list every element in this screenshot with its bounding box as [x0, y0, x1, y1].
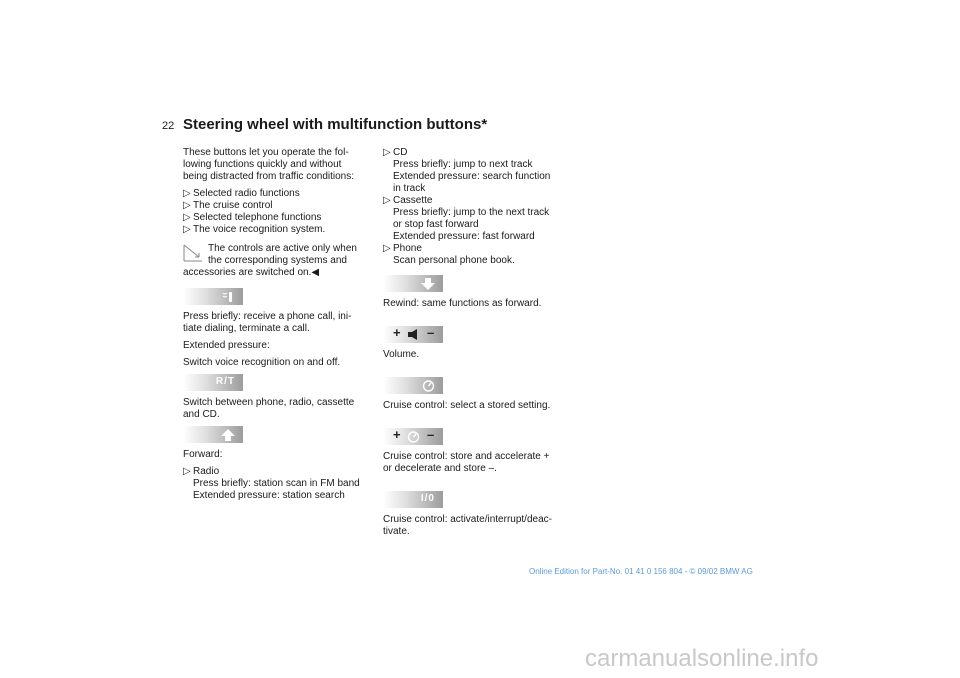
page-title: Steering wheel with multifunction buttons* [183, 116, 488, 133]
io-label: I/0 [420, 493, 435, 504]
list-item: ▷ Cassette [383, 195, 433, 206]
cruise-control-icon [422, 380, 435, 392]
page-number: 22 [162, 120, 175, 132]
left-column [183, 147, 378, 502]
footer-edition: Online Edition for Part-No. 01 41 0 156 804 - © 09/02 BMW AG [529, 567, 753, 576]
feature-list [183, 188, 378, 236]
note-arrow-icon [183, 244, 203, 262]
rt-label: R/T [215, 376, 235, 387]
rewind-desc: Rewind: same functions as forward. [383, 298, 542, 309]
speaker-icon [408, 329, 420, 340]
phone-scan-desc: Scan personal phone book. [393, 255, 515, 266]
radio-desc: Press briefly: station scan in FM band Extended pressure: station search [193, 478, 360, 501]
cruise-io-button-image [383, 491, 443, 508]
list-item: ▷ Phone [383, 243, 422, 254]
note-line: the corresponding systems and [208, 255, 347, 266]
forward-button-image [183, 426, 243, 443]
phone-button-desc: Extended pressure: [183, 340, 270, 351]
volume-desc: Volume. [383, 349, 420, 360]
minus-sign: – [427, 427, 435, 442]
watermark: carmanualsonline.info [585, 645, 819, 672]
cruise-recall-button-image [383, 377, 443, 394]
volume-button-image [383, 326, 443, 343]
list-item: ▷ Selected telephone functions [183, 212, 322, 223]
arrow-down-icon [421, 278, 435, 290]
note-block [183, 243, 378, 279]
phone-button-desc: Switch voice recognition on and off. [183, 357, 341, 368]
minus-sign: – [427, 325, 435, 340]
cassette-desc: Press briefly: jump to the next track or stop fast forward Extended pressure: fast forward [393, 207, 550, 242]
voice-phone-button-image [183, 288, 243, 305]
rt-button-image [183, 374, 243, 391]
voice-phone-icon [221, 291, 235, 303]
note-line: The controls are active only when [208, 243, 357, 254]
list-item: ▷ The voice recognition system. [183, 224, 326, 235]
rewind-button-image [383, 275, 443, 292]
arrow-up-icon [221, 429, 235, 441]
cruise-set-desc: Cruise control: store and accelerate + or decelerate and store –. [383, 451, 550, 474]
intro-text: These buttons let you operate the fol- lowing functions quickly and without being distracted from traffic conditions: [183, 147, 355, 182]
plus-sign: + [393, 427, 401, 442]
list-item: ▷ Selected radio functions [183, 188, 300, 199]
cruise-io-desc: Cruise control: activate/interrupt/deac- tivate. [383, 514, 552, 537]
cruise-control-icon [407, 431, 420, 443]
list-item: ▷ The cruise control [183, 200, 273, 211]
list-item: ▷ Radio [183, 466, 220, 477]
forward-label: Forward: [183, 449, 223, 460]
cruise-recall-desc: Cruise control: select a stored setting. [383, 400, 551, 411]
right-column [383, 147, 583, 543]
cruise-set-button-image [383, 428, 443, 445]
plus-sign: + [393, 325, 401, 340]
note-line: accessories are switched on.◀ [183, 267, 320, 278]
cd-desc: Press briefly: jump to next track Extended pressure: search function in track [393, 159, 551, 194]
list-item: ▷ CD [383, 147, 408, 158]
rt-button-desc: Switch between phone, radio, cassette and CD. [183, 397, 355, 420]
phone-button-desc: Press briefly: receive a phone call, ini- tiate dialing, terminate a call. [183, 311, 352, 334]
